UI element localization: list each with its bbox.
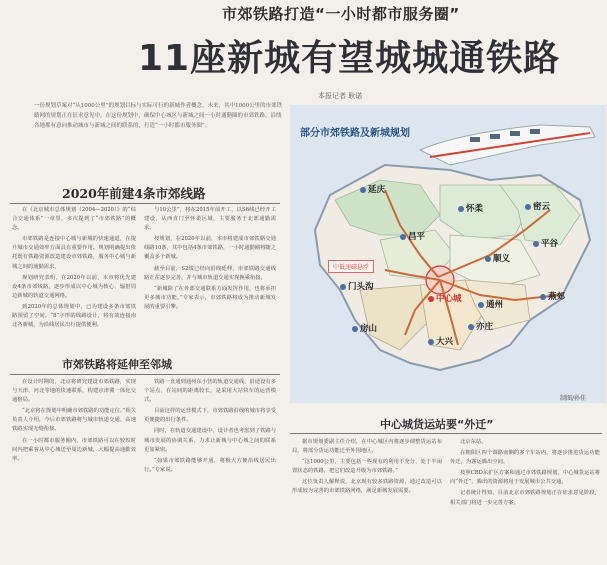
city-label-changping bbox=[400, 230, 425, 242]
section-divider bbox=[10, 203, 280, 204]
paragraph: 到2020年的总体规划中，已为建设多条市郊铁路预留了空间。“8”字形的线路设计，将有效连接南北各新城，为沿线居民出行提供便利。 bbox=[12, 303, 136, 329]
city-marker-icon bbox=[360, 187, 366, 193]
paragraph: 在朝阳区四个调路南侧的多个车站内，将逐步推进货运功能外迁，为客运腾出空间。 bbox=[450, 450, 600, 466]
city-label-huairou bbox=[458, 202, 483, 214]
city-marker-icon bbox=[428, 339, 434, 345]
paragraph: 北京东站。 bbox=[460, 439, 487, 445]
city-name: 燕郊 bbox=[548, 292, 566, 302]
city-label-mentougou bbox=[340, 280, 374, 292]
paragraph: 同时，在轨道交通建设中，设计者也考虑到了铁路与城市发展的协调关系，力求让新城与中心城之间的联系更加紧密。 bbox=[144, 428, 276, 453]
city-name: 密云 bbox=[533, 202, 551, 212]
city-name: 昌平 bbox=[408, 232, 426, 242]
section-title-freight: 中心城货运站要“外迁” bbox=[380, 418, 494, 431]
city-name: 门头沟 bbox=[348, 282, 374, 292]
paragraph: 在设计时期的，北京将研究建设市郊铁路，实现与天津、河北等地的快速联系，构建京津冀一体化交通格局。 bbox=[12, 379, 136, 404]
city-label-fangshan bbox=[352, 322, 377, 334]
paragraph: 据市规划委副主任介绍，在中心城区内将逐步调整货运站布局，将部分货运功能迁至外围地区。 bbox=[292, 439, 442, 455]
paragraph: 规划研究表明，在2020年以前，本市将优先建设4条市郊线路，逐步形成以中心城为核心、辐射周边新城的轨道交通网络。 bbox=[12, 274, 136, 299]
city-label-yanqing bbox=[360, 183, 385, 195]
city-name: 中心城 bbox=[436, 294, 462, 304]
paragraph: 按规划，在2020年以前，本市将建成市郊铁路交通线路10条，其中包括4条市郊铁路，一小时通勤圈将随之覆盖多个新城。 bbox=[144, 236, 276, 261]
section-divider bbox=[10, 374, 280, 375]
city-name: 房山 bbox=[360, 324, 378, 334]
city-label-yanjiao bbox=[540, 290, 565, 302]
train-window bbox=[530, 129, 540, 134]
city-label-shunyi bbox=[485, 252, 510, 264]
train-window bbox=[510, 131, 520, 136]
paragraph: 按照CBD东扩区方案和通过市郊铁路规划，中心城货运站将向“外迁”，腾出的资源将用于发展城市公共交通。 bbox=[450, 470, 600, 486]
paragraph: 与10公里”，将在2015年前开工，以S6线已经开工建设，从西直门至怀柔区域，主要服务于北部通勤需求。 bbox=[144, 207, 276, 232]
map-title: 部分市郊铁路及新城规划 bbox=[300, 128, 410, 139]
map-credit: 制图/孙佳 bbox=[560, 395, 587, 402]
paragraph: “北京将在规划中明确市郊铁路的功能定位。”相关负责人介绍，今后市郊铁路将与城市轨道交通、高速铁路实现无缝衔接。 bbox=[12, 408, 136, 433]
city-label-pinggu bbox=[533, 237, 558, 249]
rail-map bbox=[290, 105, 606, 403]
city-label-center bbox=[428, 292, 462, 304]
city-name: 通州 bbox=[486, 300, 504, 310]
paragraph: 在《北京城市总体规划（2004—2020）》的“综合交通体系”一章里，多次提到了“市郊铁路”的概念。 bbox=[12, 207, 136, 232]
city-marker-icon bbox=[400, 234, 406, 240]
city-name: 延庆 bbox=[368, 185, 386, 195]
city-marker-icon bbox=[485, 256, 491, 262]
reporter-byline: 本报记者 耿诺 bbox=[318, 92, 363, 100]
main-headline: 11座新城有望城城通铁路 bbox=[138, 38, 561, 79]
article-column-4 bbox=[144, 378, 276, 560]
paragraph: 记者统计得知，目前北京市郊铁路规划正在征求意见阶段，相关部门将进一步完善方案。 bbox=[450, 490, 600, 506]
paragraph: 市郊铁路是连接中心城与新城的快速通道，在提升城市交通效率方面具有重要作用。规划明确提出依托既有铁路资源改造建设市郊铁路，服务中心城与新城之间的通勤需求。 bbox=[12, 236, 136, 270]
paragraph: 这位负责人解释说，北京现有较多铁路资源，通过改造可以形成较为完善的市郊铁路网络，满足新城发展需要。 bbox=[292, 479, 442, 495]
article-column-3 bbox=[12, 378, 136, 560]
article-column-2 bbox=[144, 206, 276, 354]
paragraph: “新城除了在外部交通联系方面发挥作用，也将承担更多城市功能。”专家表示，市郊铁路将成为推动新城发展的重要引擎。 bbox=[144, 285, 276, 310]
center-marker-icon bbox=[428, 296, 434, 302]
article-column-6 bbox=[450, 438, 600, 560]
city-marker-icon bbox=[352, 326, 358, 332]
city-name: 亦庄 bbox=[476, 322, 494, 332]
city-label-tongzhou bbox=[478, 298, 503, 310]
city-name: 平谷 bbox=[541, 239, 559, 249]
city-label-miyun bbox=[525, 200, 550, 212]
city-marker-icon bbox=[468, 324, 474, 330]
city-label-daxing bbox=[428, 335, 453, 347]
city-name: 大兴 bbox=[436, 337, 454, 347]
lead-paragraph: 一份规划草案对“从1000公里”的规划目标与实际可行的新城作者概念，未来，其中1000公里的市郊铁路网的规划正在征求意见中。在这份规划中，确保中心城区与新城之间一小时通勤圈的市郊铁路，沿线各地都有意向推动城市与新城之间的联系的，打造“一小时都市服务圈”。 bbox=[34, 103, 283, 129]
city-marker-icon bbox=[340, 284, 346, 290]
city-marker-icon bbox=[533, 241, 539, 247]
city-name: 顺义 bbox=[493, 254, 511, 264]
paragraph: “这1000公里，主要包括一些现有的利用不充分、处于半闲置状态的铁路，把它们改造升级为市郊铁路。” bbox=[292, 459, 442, 475]
maglev-tag: 中低速磁悬浮 bbox=[328, 260, 374, 273]
article-column-1 bbox=[12, 206, 136, 354]
city-marker-icon bbox=[540, 294, 546, 300]
city-marker-icon bbox=[458, 206, 464, 212]
section-title-extend: 市郊铁路将延伸至邻城 bbox=[62, 358, 172, 371]
paragraph: 铁路一直通到通州东小营的轨道交通线，沿途设有多个站点，在站间的距离较长，是采用大站快车的运营模式。 bbox=[144, 379, 276, 404]
section-title-2020: 2020年前建4条市郊线路 bbox=[62, 186, 206, 201]
paragraph: 截至目前，S2线已经向沿线延伸，市郊铁路交通线路正在逐步完善，并与城市轨道交通实现换乘衔接。 bbox=[144, 265, 276, 281]
kicker-headline: 市郊铁路打造“一小时都市服务圈” bbox=[222, 5, 460, 23]
city-marker-icon bbox=[478, 302, 484, 308]
section-divider bbox=[290, 433, 602, 434]
city-marker-icon bbox=[525, 204, 531, 210]
article-column-5 bbox=[292, 438, 442, 560]
train-window bbox=[470, 137, 480, 142]
paragraph: 在一小时都市服务圈内，市郊铁路可以在较短时间内把乘客从中心城送至周边新城，大幅提高通勤效率。 bbox=[12, 437, 136, 462]
train-window bbox=[490, 134, 500, 139]
city-name: 怀柔 bbox=[466, 204, 484, 214]
city-label-yizhuang bbox=[468, 320, 493, 332]
paragraph: “如果市郊铁路能够开通，将极大方便沿线居民出行。”专家说。 bbox=[144, 457, 276, 473]
paragraph: 目前这样的运营模式下，市郊铁路沿线的城市将享受更便捷的出行条件。 bbox=[144, 408, 276, 424]
